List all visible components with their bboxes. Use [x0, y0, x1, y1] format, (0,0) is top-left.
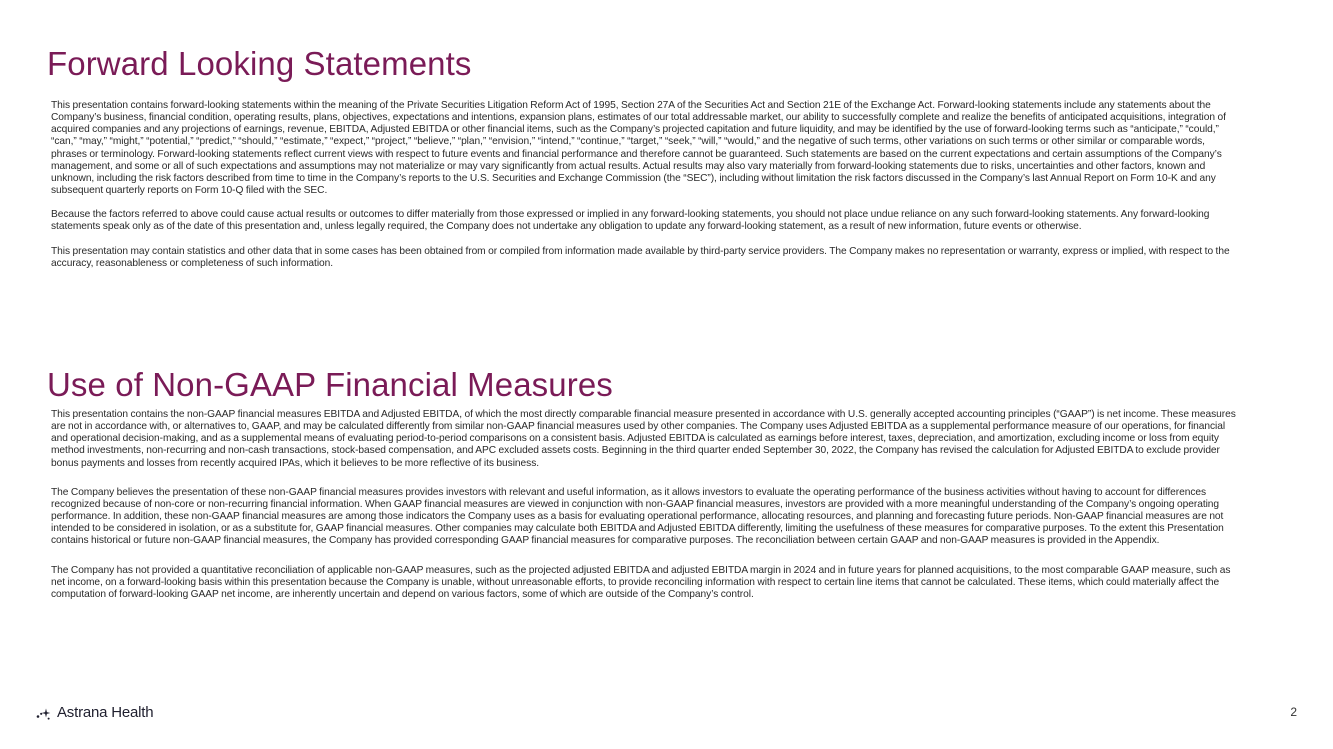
page-number: 2 [1290, 705, 1297, 719]
astrana-health-logo [35, 704, 153, 722]
sparkle-dots-icon [35, 705, 51, 721]
forward-looking-paragraph-2: Because the factors referred to above could cause actual results or outcomes to differ materially from those expressed or implied in any forward-looking statements, you should not place undue reliance on any such forward-looking statements. Any forward-looking statements speak only as of the date of this presentation and, unless legally required, the Company does not undertake any obligation to update any forward-looking statement, as a result of new information, future events or otherwise. [51, 209, 1210, 233]
forward-looking-paragraph-1: This presentation contains forward-looking statements within the meaning of the Private Securities Litigation Reform Act of 1995, Section 27A of the Securities Act and Section 21E of the Exchange Act. Forward-looking statements include any statements about the Company’s business, financial condition, operating results, plans, objectives, expectations and intentions, expansion plans, estimates of our total addressable market, our ability to successfully complete and realize the benefits of anticipated acquisitions, integration of acquired companies and any projections of earnings, revenue, EBITDA, Adjusted EBITDA or other financial items, such as the Company’s projected capitation and future liquidity, and may be identified by the use of forward-looking terms such as “anticipate,” “could,” “can,” “may,” “might,” “potential,” “predict,” “should,” “estimate,” “expect,” “project,” “believe,” “plan,” “envision,” “intend,” “continue,” “target,” “seek,” “will,” “would,” and the negative of such terms, other variations on such terms or other similar or comparable words, phrases or terminology. Forward-looking statements reflect current views with respect to future events and financial performance and therefore cannot be guaranteed. Such statements are based on the current expectations and certain assumptions of the Company’s management, and some or all of such expectations and assumptions may not materialize or may vary significantly from actual results. Actual results may also vary materially from forward-looking statements due to risks, uncertainties and other factors, known and unknown, including the risk factors described from time to time in the Company’s reports to the U.S. Securities and Exchange Commission (the “SEC”), including without limitation the risk factors discussed in the Company’s last Annual Report on Form 10-K and any subsequent quarterly reports on Form 10-Q filed with the SEC. [51, 100, 1226, 197]
non-gaap-paragraph-3: The Company has not provided a quantitative reconciliation of applicable non-GAAP measures, such as the projected adjusted EBITDA and adjusted EBITDA margin in 2024 and in future years for planned acquisitions, to the most comparable GAAP measure, such as net income, on a forward-looking basis within this presentation because the Company is unable, without unreasonable efforts, to provide reconciling information with respect to certain line items that cannot be calculated. These items, which could materially affect the computation of forward-looking GAAP net income, are inherently uncertain and depend on various factors, some of which are outside of the Company’s control. [51, 564, 1231, 600]
forward-looking-section [51, 100, 1241, 270]
non-gaap-section [51, 409, 1241, 601]
logo-text: Astrana Health [57, 704, 154, 721]
forward-looking-paragraph-3: This presentation may contain statistics and other data that in some cases has been obtained from or compiled from information made available by third-party service providers. The Company makes no representation or warranty, express or implied, with respect to the accuracy, reasonableness or completeness of such information. [51, 245, 1230, 269]
forward-looking-title: Forward Looking Statements [47, 45, 472, 82]
non-gaap-paragraph-2: The Company believes the presentation of these non-GAAP financial measures provides investors with relevant and useful information, as it allows investors to evaluate the operating performance of the business activities without having to account for differences recognized because of non-core or non-recurring financial information. When GAAP financial measures are viewed in conjunction with non-GAAP financial measures, investors are provided with a more meaningful understanding of the Company’s ongoing operating performance. In addition, these non-GAAP financial measures are among those indicators the Company uses as a basis for evaluating operational performance, allocating resources, and planning and forecasting future periods. Non-GAAP financial measures are not intended to be considered in isolation, or as a substitute for, GAAP financial measures. Other companies may calculate both EBITDA and Adjusted EBITDA differently, limiting the usefulness of these measures for comparative purposes. To the extent this Presentation contains historical or future non-GAAP financial measures, the Company has provided corresponding GAAP financial measures for comparative purposes. The reconciliation between certain GAAP and non-GAAP measures is provided in the Appendix. [51, 486, 1224, 547]
non-gaap-paragraph-1: This presentation contains the non-GAAP financial measures EBITDA and Adjusted EBITDA, of which the most directly comparable financial measure presented in accordance with U.S. generally accepted accounting principles (“GAAP”) is net income. These measures are not in accordance with, or alternatives to, GAAP, and may be calculated differently from similar non-GAAP financial measures used by other companies. The Company uses Adjusted EBITDA as a supplemental performance measure of our operations, for financial and operational decision-making, and as a supplemental means of evaluating period-to-period comparisons on a consistent basis. Adjusted EBITDA is calculated as earnings before interest, taxes, depreciation, and amortization, excluding income or loss from equity method investments, non-recurring and non-cash transactions, stock-based compensation, and APC excluded assets costs. Beginning in the third quarter ended September 30, 2022, the Company has revised the calculation for Adjusted EBITDA to exclude provider bonus payments and losses from recently acquired IPAs, which it believes to be more reflective of its business. [51, 409, 1236, 469]
non-gaap-title: Use of Non-GAAP Financial Measures [47, 366, 613, 403]
